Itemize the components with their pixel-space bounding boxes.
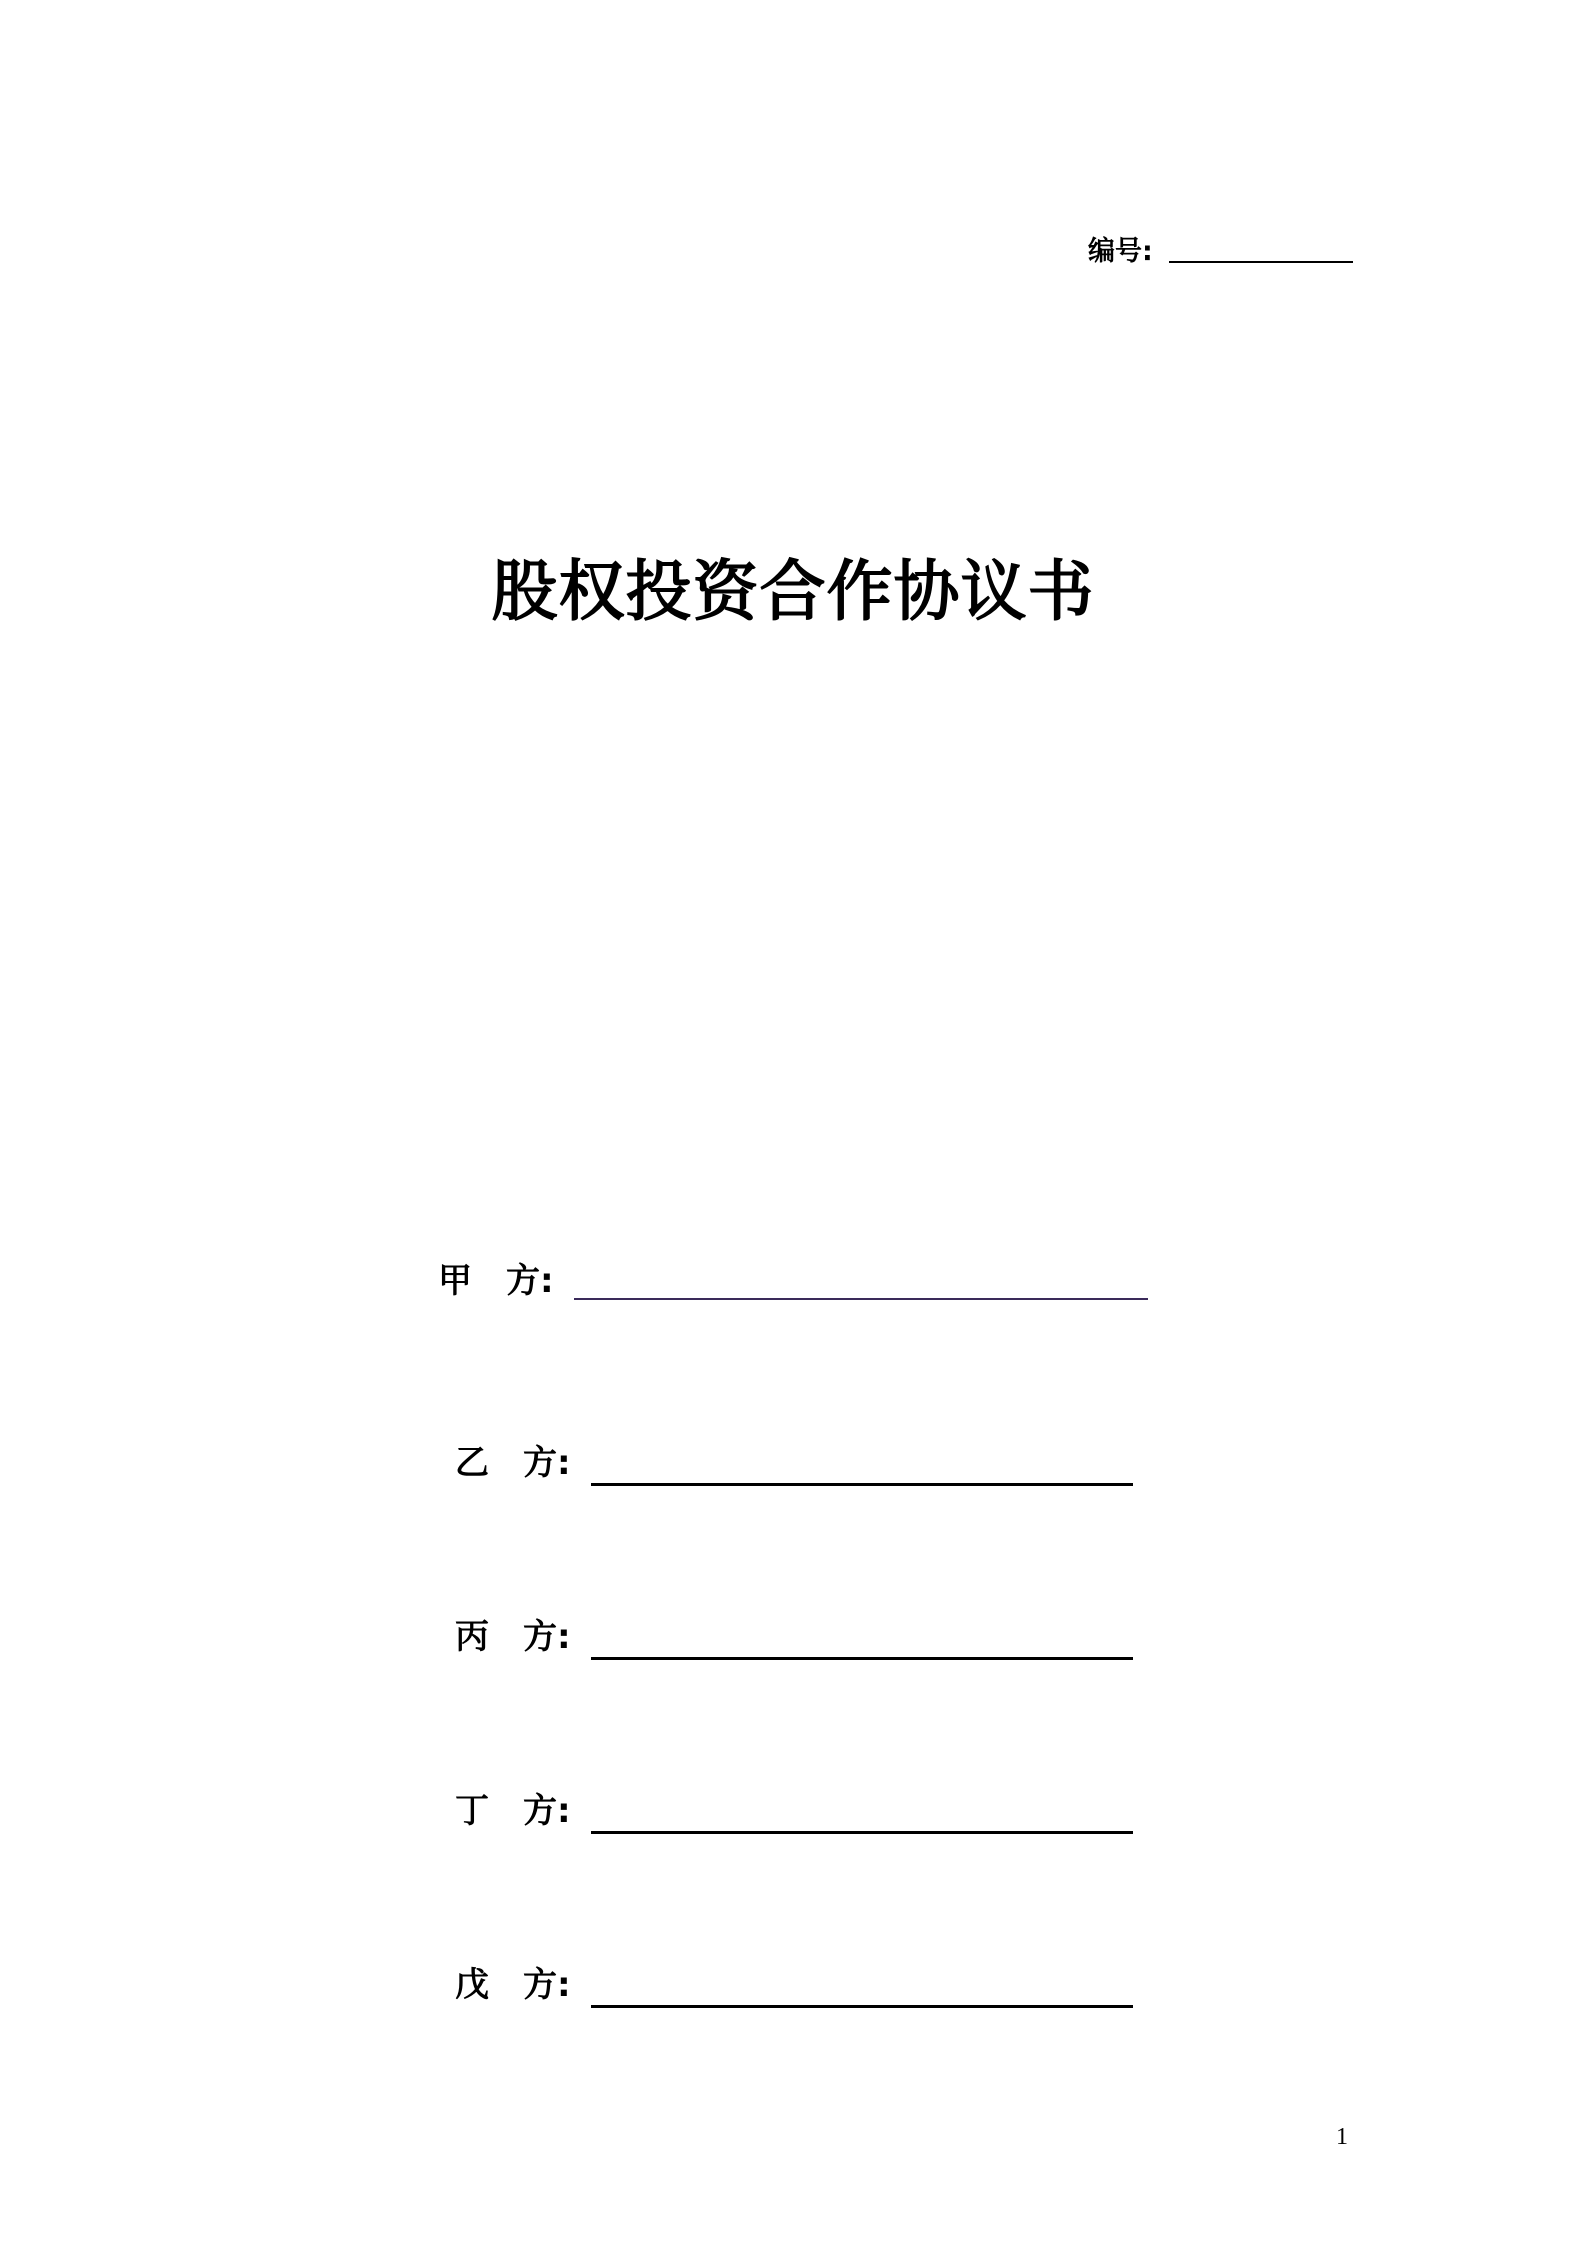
party-label-bing: 丙 方: [455,1617,571,1657]
party-row-jia [438,1261,1148,1301]
document-number-field [1088,238,1353,265]
party-label-wu: 戊 方: [455,1965,571,2005]
document-number-label: 编号: [1088,236,1153,267]
party-blank-line-bing[interactable] [591,1657,1133,1660]
party-blank-line-ding[interactable] [591,1831,1133,1834]
party-blank-line-wu[interactable] [591,2005,1133,2008]
party-label-jia: 甲 方: [438,1261,554,1301]
party-row-wu [455,1965,1133,2005]
party-blank-line-yi[interactable] [591,1483,1133,1486]
party-row-yi [455,1443,1133,1483]
page-number: 1 [1336,2124,1348,2150]
party-label-yi: 乙 方: [455,1443,571,1483]
party-blank-line-jia[interactable] [574,1298,1148,1300]
party-row-bing [455,1617,1133,1657]
document-title: 股权投资合作协议书 [491,553,1095,630]
party-label-ding: 丁 方: [455,1791,571,1831]
document-number-blank-line[interactable] [1169,261,1353,263]
party-row-ding [455,1791,1133,1831]
